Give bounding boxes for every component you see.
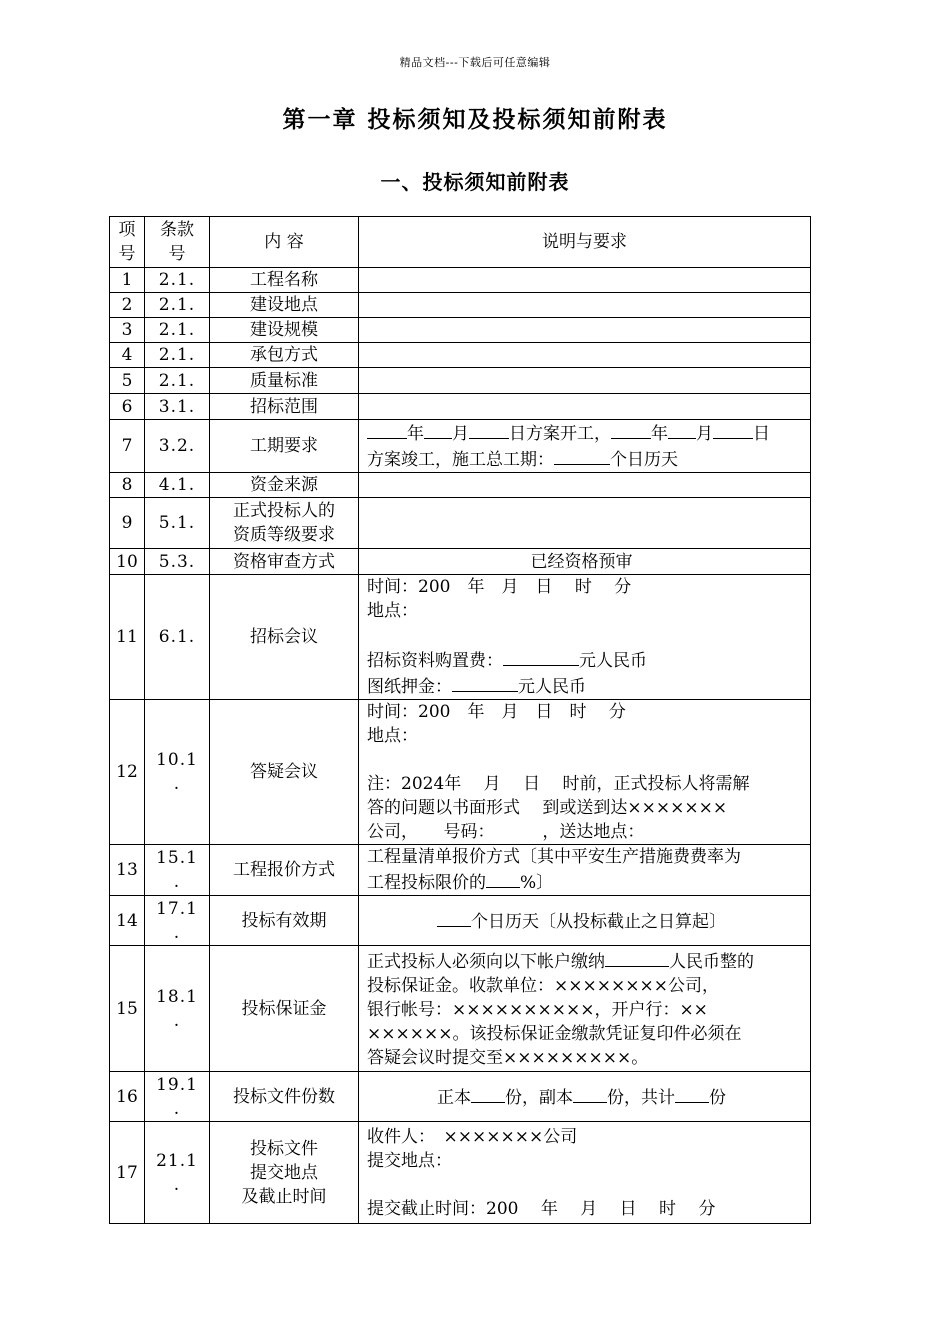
fill-in-blank [367,420,407,439]
item-requirement [359,473,811,498]
clause-number: 2.1. [145,318,210,343]
row-number: 6 [110,394,145,420]
table-row [110,845,811,896]
row-number: 7 [110,420,145,473]
item-requirement: 个日历天〔从投标截止之日算起〕 [359,896,811,946]
item-content: 建设规模 [210,318,359,343]
item-content: 承包方式 [210,343,359,368]
item-content: 正式投标人的 资质等级要求 [210,498,359,549]
clause-number: 21.1 . [145,1122,210,1224]
row-number: 5 [110,368,145,394]
header-watermark: 精品文档---下载后可任意编辑 [399,56,551,69]
item-requirement: 收件人： ×××××××公司 提交地点： 提交截止时间：200 年 月 日 时 分 [359,1122,811,1224]
row-number: 1 [110,268,145,293]
item-content: 招标范围 [210,394,359,420]
row-number: 17 [110,1122,145,1224]
row-number: 8 [110,473,145,498]
clause-number: 10.1 . [145,700,210,845]
table-row [110,700,811,845]
clause-number: 2.1. [145,343,210,368]
row-number: 15 [110,946,145,1072]
fill-in-blank [675,1084,709,1103]
table-row [110,343,811,368]
fill-in-blank [668,420,696,439]
table-row [110,498,811,549]
row-number: 9 [110,498,145,549]
fill-in-blank [469,420,509,439]
table-row [110,368,811,394]
table-row [110,896,811,946]
item-requirement [359,343,811,368]
fill-in-blank [554,446,610,465]
item-requirement [359,368,811,394]
item-requirement: 已经资格预审 [359,549,811,575]
header-no: 项 号 [110,217,145,268]
table-row [110,946,811,1072]
item-requirement [359,293,811,318]
row-number: 13 [110,845,145,896]
row-number: 4 [110,343,145,368]
table-header-row [110,217,811,268]
fill-in-blank [605,948,669,967]
fill-in-blank [611,420,651,439]
clause-number: 18.1 . [145,946,210,1072]
fill-in-blank [437,908,471,927]
item-content: 招标会议 [210,575,359,700]
clause-number: 2.1. [145,368,210,394]
item-content: 投标文件份数 [210,1072,359,1122]
clause-number: 2.1. [145,268,210,293]
section-title: 一、投标须知前附表 [380,170,570,194]
item-requirement: 正本 份，副本 份，共计 份 [359,1072,811,1122]
item-requirement [359,394,811,420]
item-requirement: 正式投标人必须向以下帐户缴纳 人民币整的 投标保证金。收款单位：××××××××公司， 银行帐号：××××××××××，开户行：×× ××××××。该投标保证金缴款凭证复印件必须在 答疑会议时提交至×××××××××。 [359,946,811,1072]
item-requirement: 时间：200 年 月 日 时 分 地点： 注：2024年 月 日 时前，正式投标人将需解 答的问题以书面形式 到或送到达××××××× 公司， 号码： ，送达地点： [359,700,811,845]
clause-number: 17.1 . [145,896,210,946]
fill-in-blank [573,1084,607,1103]
fill-in-blank [424,420,452,439]
item-content: 质量标准 [210,368,359,394]
fill-in-blank [486,869,520,888]
clause-number: 6.1. [145,575,210,700]
row-number: 3 [110,318,145,343]
table-row [110,420,811,473]
item-requirement [359,498,811,549]
item-content: 资格审查方式 [210,549,359,575]
row-number: 14 [110,896,145,946]
table-row [110,473,811,498]
clause-number: 5.1. [145,498,210,549]
chapter-title: 第一章 投标须知及投标须知前附表 [282,106,668,133]
row-number: 2 [110,293,145,318]
table-row [110,1122,811,1224]
table-row [110,394,811,420]
row-number: 16 [110,1072,145,1122]
item-content: 投标有效期 [210,896,359,946]
item-content: 资金来源 [210,473,359,498]
item-content: 工程名称 [210,268,359,293]
table-row [110,268,811,293]
item-requirement [359,318,811,343]
clause-number: 2.1. [145,293,210,318]
table-row [110,549,811,575]
table-row [110,1072,811,1122]
item-content: 建设地点 [210,293,359,318]
table-row [110,293,811,318]
row-number: 11 [110,575,145,700]
fill-in-blank [471,1084,505,1103]
header-content: 内 容 [210,217,359,268]
item-content: 工程报价方式 [210,845,359,896]
item-content: 答疑会议 [210,700,359,845]
clause-number: 15.1 . [145,845,210,896]
header-clause: 条款 号 [145,217,210,268]
fill-in-blank [503,647,579,666]
item-content: 投标保证金 [210,946,359,1072]
item-requirement [359,268,811,293]
clause-number: 19.1 . [145,1072,210,1122]
item-requirement: 年 月 日方案开工， 年 月 日 方案竣工，施工总工期： 个日历天 [359,420,811,473]
header-desc: 说明与要求 [359,217,811,268]
row-number: 12 [110,700,145,845]
item-requirement: 工程量清单报价方式〔其中平安生产措施费费率为 工程投标限价的 %〕 [359,845,811,896]
clause-number: 3.1. [145,394,210,420]
tender-notice-table [109,216,811,1224]
item-requirement: 时间：200 年 月 日 时 分 地点： 招标资料购置费： 元人民币 图纸押金： 元人民币 [359,575,811,700]
table-row [110,575,811,700]
clause-number: 4.1. [145,473,210,498]
fill-in-blank [452,673,518,692]
fill-in-blank [713,420,753,439]
clause-number: 5.3. [145,549,210,575]
table-row [110,318,811,343]
clause-number: 3.2. [145,420,210,473]
row-number: 10 [110,549,145,575]
item-content: 投标文件 提交地点 及截止时间 [210,1122,359,1224]
item-content: 工期要求 [210,420,359,473]
